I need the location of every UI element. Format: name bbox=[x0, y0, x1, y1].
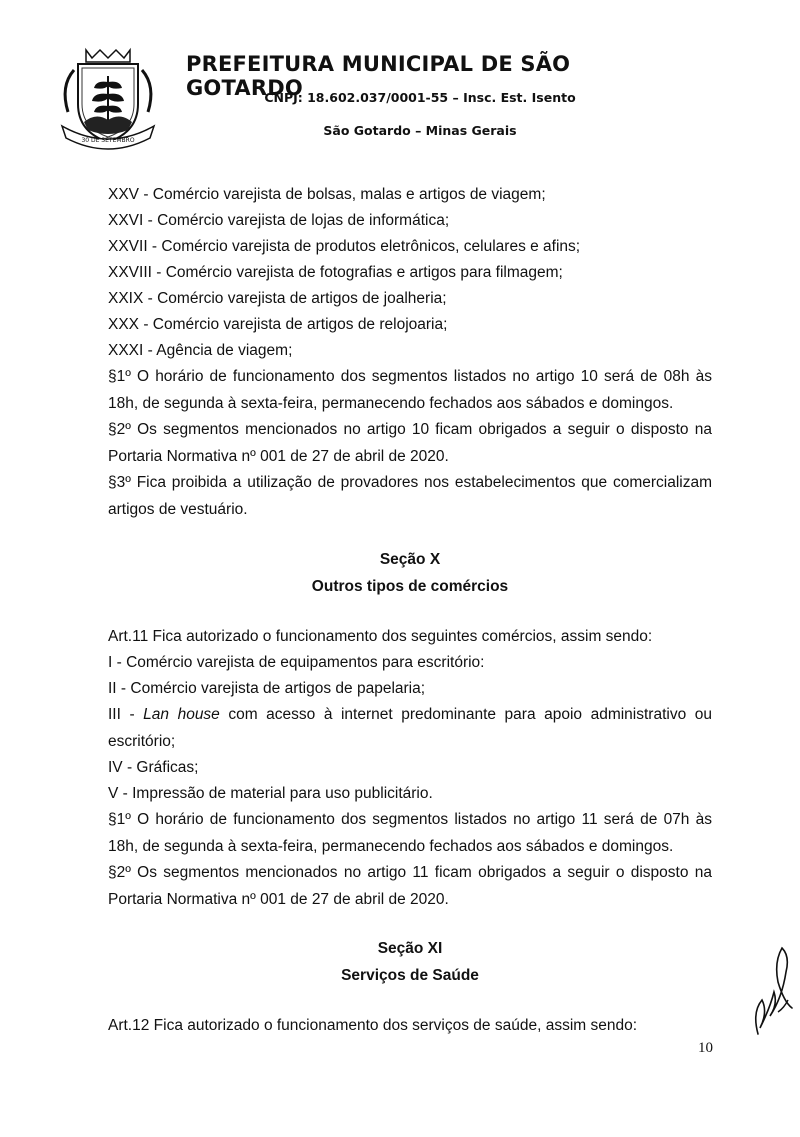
article-10-continuation bbox=[108, 182, 712, 523]
lan-house-term: Lan house bbox=[143, 706, 220, 723]
section-title: Outros tipos de comércios bbox=[311, 578, 509, 595]
list-item: XXXI - Agência de viagem; bbox=[108, 342, 293, 359]
svg-text:30 DE SETEMBRO: 30 DE SETEMBRO bbox=[81, 137, 135, 144]
handwritten-signature-icon bbox=[748, 942, 796, 1042]
page-number: 10 bbox=[698, 1040, 713, 1056]
list-item: XXV - Comércio varejista de bolsas, malas e artigos de viagem; bbox=[108, 186, 546, 203]
article-intro: Art.11 Fica autorizado o funcionamento dos seguintes comércios, assim sendo: bbox=[108, 628, 653, 645]
paragraph: §3º Fica proibida a utilização de provadores nos estabelecimentos que comercializam artigos de vestuário. bbox=[108, 474, 712, 518]
list-item: XXX - Comércio varejista de artigos de relojoaria; bbox=[108, 316, 448, 333]
paragraph: §2º Os segmentos mencionados no artigo 10 ficam obrigados a seguir o disposto na Portaria Normativa nº 001 de 27 de abril de 2020. bbox=[108, 421, 712, 465]
list-item: IV - Gráficas; bbox=[108, 759, 199, 776]
section-x-heading bbox=[108, 546, 712, 600]
list-item: XXVI - Comércio varejista de lojas de informática; bbox=[108, 212, 450, 229]
section-xi-heading bbox=[108, 935, 712, 989]
list-item: V - Impressão de material para uso publicitário. bbox=[108, 785, 433, 802]
list-item: II - Comércio varejista de artigos de papelaria; bbox=[108, 680, 426, 697]
article-intro: Art.12 Fica autorizado o funcionamento dos serviços de saúde, assim sendo: bbox=[108, 1017, 638, 1034]
page-title: PREFEITURA MUNICIPAL DE SÃO GOTARDO bbox=[186, 52, 571, 100]
list-item: XXIX - Comércio varejista de artigos de joalheria; bbox=[108, 290, 447, 307]
section-title: Serviços de Saúde bbox=[341, 967, 479, 984]
section-number: Seção X bbox=[379, 551, 441, 568]
article-11 bbox=[108, 624, 712, 913]
paragraph: §1º O horário de funcionamento dos segmentos listados no artigo 10 será de 08h às 18h, de segunda à sexta-feira, permanecendo fechados aos sábados e domingos. bbox=[108, 368, 712, 412]
section-number: Seção XI bbox=[377, 940, 443, 957]
municipal-crest-icon bbox=[52, 42, 164, 154]
list-item: III - Lan house com acesso à internet predominante para apoio administrativo ou escritório; bbox=[108, 706, 712, 750]
list-item: XXVII - Comércio varejista de produtos eletrônicos, celulares e afins; bbox=[108, 238, 581, 255]
list-item: XXVIII - Comércio varejista de fotografias e artigos para filmagem; bbox=[108, 264, 563, 281]
header-cnpj: CNPJ: 18.602.037/0001-55 – Insc. Est. Isento bbox=[264, 90, 576, 105]
header-city: São Gotardo – Minas Gerais bbox=[323, 123, 517, 138]
article-12 bbox=[108, 1013, 712, 1039]
paragraph: §1º O horário de funcionamento dos segmentos listados no artigo 11 será de 07h às 18h, de segunda à sexta-feira, permanecendo fechados aos sábados e domingos. bbox=[108, 811, 712, 855]
list-item: I - Comércio varejista de equipamentos para escritório: bbox=[108, 654, 485, 671]
paragraph: §2º Os segmentos mencionados no artigo 11 ficam obrigados a seguir o disposto na Portaria Normativa nº 001 de 27 de abril de 2020. bbox=[108, 864, 712, 908]
